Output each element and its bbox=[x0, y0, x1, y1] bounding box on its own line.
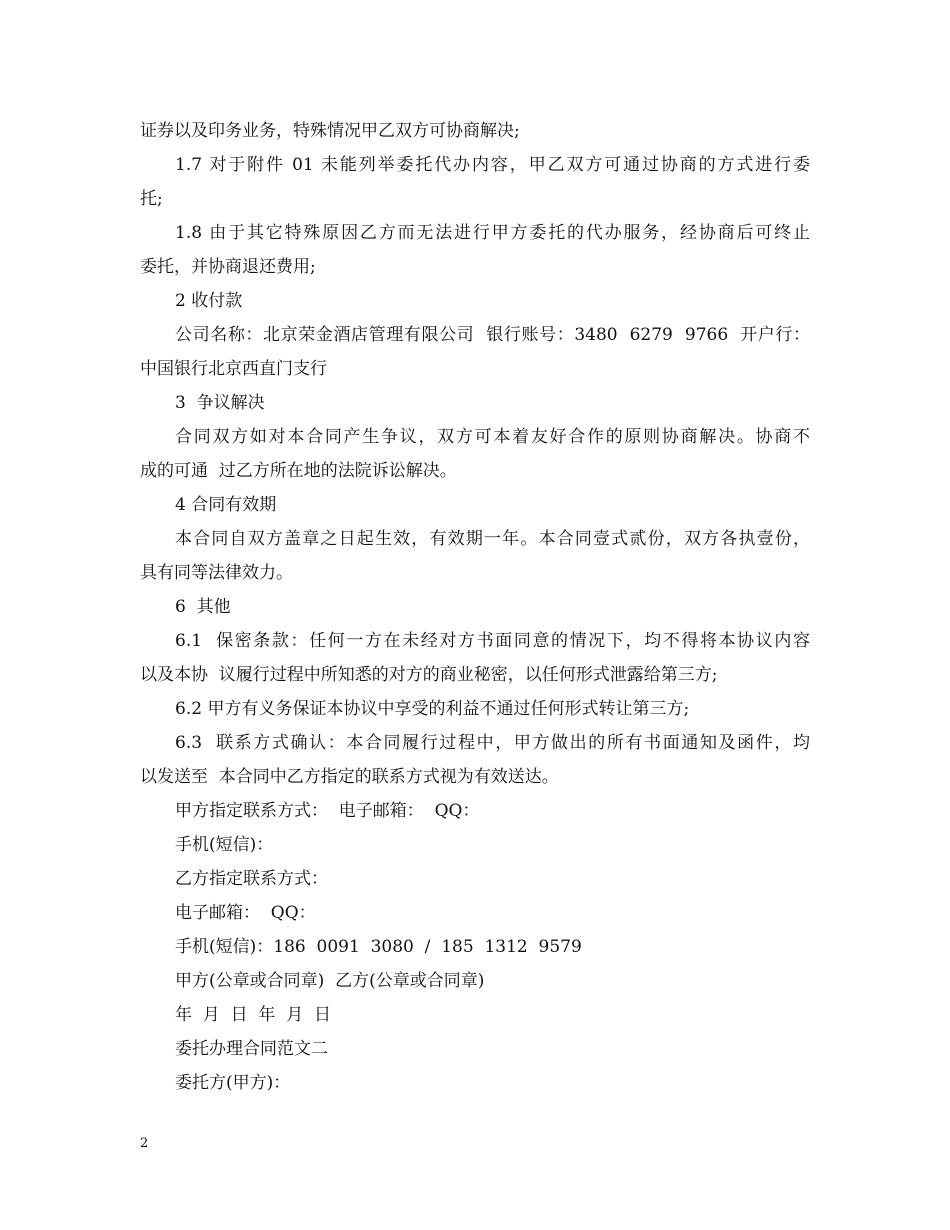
section-title: 委托办理合同范文二 bbox=[175, 1039, 328, 1059]
text-line: 托; bbox=[140, 189, 163, 209]
section-heading: 6 其他 bbox=[175, 597, 231, 617]
contact-line: 甲方指定联系方式： 电子邮箱： QQ： bbox=[175, 801, 480, 821]
text-line: 委托，并协商退还费用; bbox=[140, 257, 316, 277]
text-line: 本合同自双方盖章之日起生效，有效期一年。本合同壹式贰份，双方各执壹份， bbox=[175, 529, 810, 549]
text-line: 证券以及印务业务，特殊情况甲乙双方可协商解决; bbox=[140, 121, 520, 141]
text-line: 以发送至 本合同中乙方指定的联系方式视为有效送达。 bbox=[140, 767, 559, 787]
section-heading: 3 争议解决 bbox=[175, 393, 265, 413]
text-line: 6.1 保密条款：任何一方在未经对方书面同意的情况下，均不得将本协议内容 bbox=[175, 631, 810, 651]
date-line: 年 月 日 年 月 日 bbox=[175, 1005, 332, 1025]
contact-line: 手机(短信)： bbox=[175, 835, 274, 855]
text-line: 成的可通 过乙方所在地的法院诉讼解决。 bbox=[140, 461, 457, 481]
text-line: 以及本协 议履行过程中所知悉的对方的商业秘密，以任何形式泄露给第三方; bbox=[140, 665, 718, 685]
text-line: 1.8 由于其它特殊原因乙方而无法进行甲方委托的代办服务，经协商后可终止 bbox=[175, 223, 810, 243]
page-number: 2 bbox=[140, 1136, 149, 1151]
text-line: 公司名称：北京荣金酒店管理有限公司 银行账号：3480 6279 9766 开户行： bbox=[175, 325, 810, 345]
contact-line: 乙方指定联系方式： bbox=[175, 869, 328, 889]
text-line: 中国银行北京西直门支行 bbox=[140, 359, 327, 379]
document-body bbox=[140, 114, 810, 1100]
section-heading: 2 收付款 bbox=[175, 291, 243, 311]
contact-line: 电子邮箱： QQ： bbox=[175, 903, 316, 923]
text-line: 具有同等法律效力。 bbox=[140, 563, 293, 583]
text-line: 6.3 联系方式确认：本合同履行过程中，甲方做出的所有书面通知及函件，均 bbox=[175, 733, 810, 753]
section-heading: 4 合同有效期 bbox=[175, 495, 277, 515]
text-line: 合同双方如对本合同产生争议，双方可本着友好合作的原则协商解决。协商不 bbox=[175, 427, 810, 447]
text-line: 委托方(甲方)： bbox=[175, 1073, 291, 1093]
text-line: 1.7 对于附件 01 未能列举委托代办内容，甲乙双方可通过协商的方式进行委 bbox=[175, 155, 810, 175]
contact-line: 手机(短信)：186 0091 3080 / 185 1312 9579 bbox=[175, 937, 582, 957]
signature-line: 甲方(公章或合同章) 乙方(公章或合同章) bbox=[175, 971, 485, 991]
text-line: 6.2 甲方有义务保证本协议中享受的利益不通过任何形式转让第三方; bbox=[175, 699, 690, 719]
